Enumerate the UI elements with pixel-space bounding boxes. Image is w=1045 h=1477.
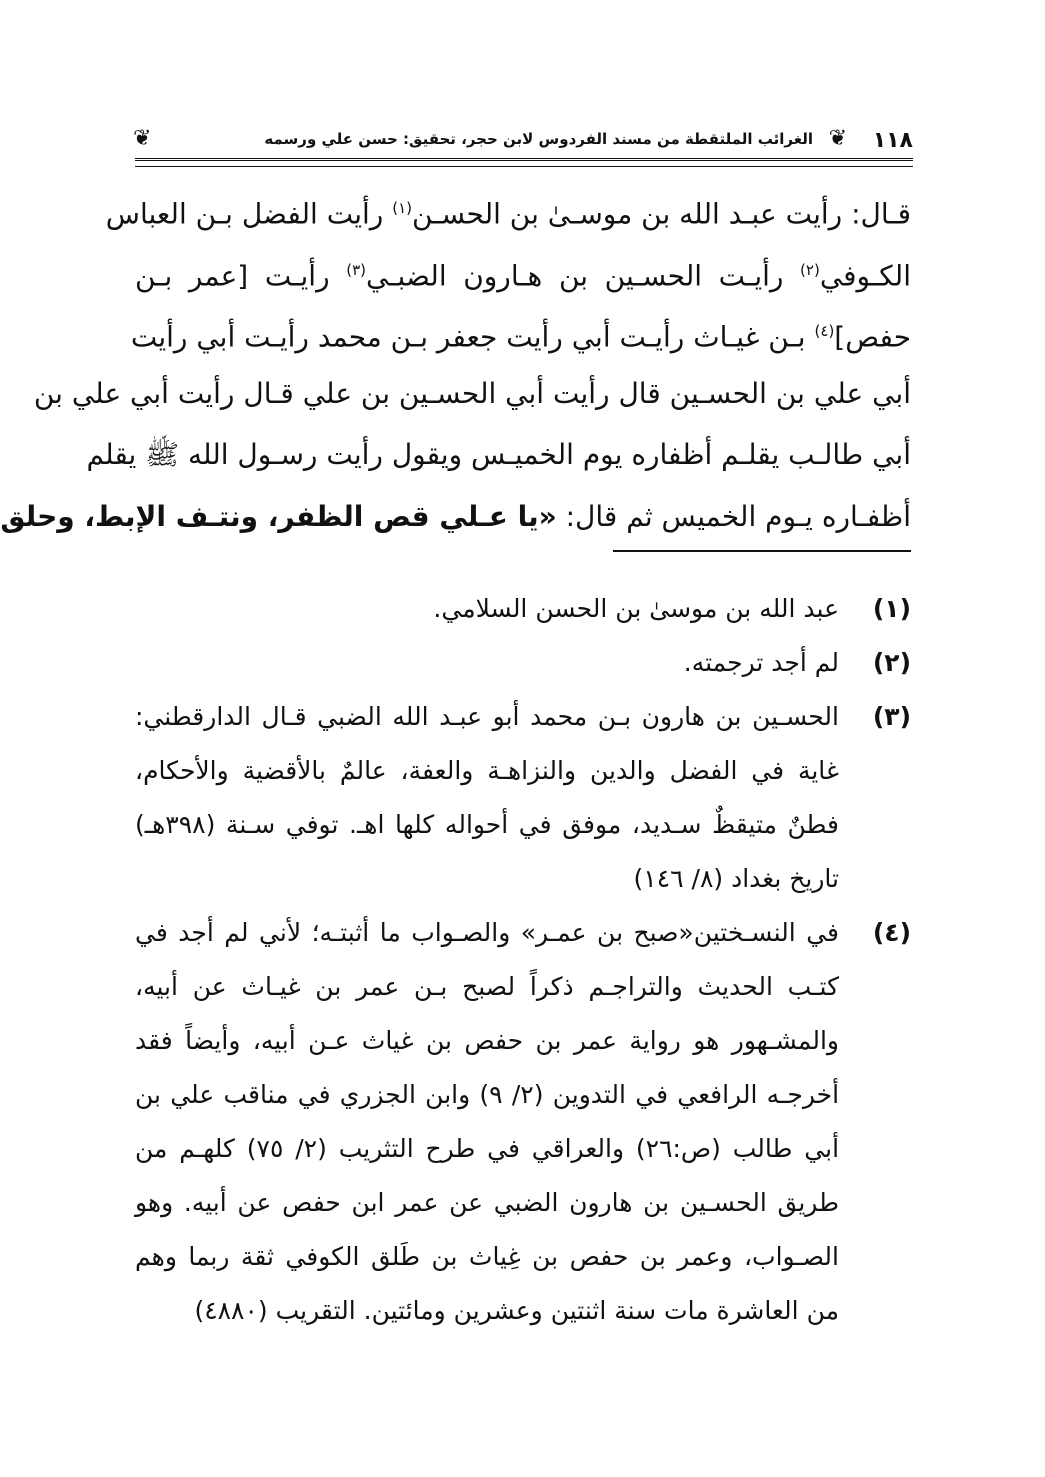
- footnote-number: (٣): [872, 702, 911, 731]
- text-line: أبي علي بن الحسـين قال رأيت أبي الحسـين بن علي قـال رأيت أبي علي بن: [33, 376, 911, 410]
- footnote-line: الحسـين بن هارون بـن محمد أبو عبـد الله الضبي قـال الدارقطني:: [135, 702, 839, 731]
- footnote-line: أخرجـه الرافعي في التدوين (٢/ ٩) وابن الجزري في مناقب علي بن: [135, 1080, 840, 1109]
- footnote-line: غاية في الفضل والدين والنزاهـة والعفة، عالمٌ بالأقضية والأحكام،: [135, 756, 839, 785]
- footnote-ref: (٢): [800, 260, 820, 279]
- footnote-line: كتـب الحديث والتراجـم ذكراً لصبح بـن عمر بن غيـاث عن أبيه،: [135, 972, 839, 1001]
- page-number: ١١٨: [872, 128, 913, 153]
- text-line: حفص]$^{(٤)}$ بـن غيـاث رأيـت أبي رأيت جعفر بـن محمد رأيـت أبي رأيت: [130, 320, 911, 354]
- footnote-number: (٤): [872, 918, 911, 947]
- footnote-separator: [613, 550, 911, 552]
- ornament-icon: ❦: [133, 126, 152, 151]
- text-line: الكـوفي$^{(٢)}$ رأيـت الحسـين بن هـارون الضبـي$^{(٣)}$ رأيـت [عمر بـن: [135, 258, 911, 292]
- footnote: [135, 636, 911, 690]
- footnote-line: الصـواب، وعمر بن حفص بن غِياث بن طَلق الكوفي ثقة ربما وهم: [135, 1242, 839, 1271]
- main-text: [0, 178, 911, 547]
- footnote-line: عبد الله بن موسىٰ بن الحسن السلامي.: [433, 594, 839, 623]
- footnote-line: والمشـهور هو رواية عمر بن حفص بن غياث عـن أبيه، وأيضاً فقد: [135, 1026, 839, 1055]
- footnotes: [135, 582, 911, 1338]
- footnote-line: من العاشرة مات سنة اثنتين وعشرين ومائتين. التقريب (٤٨٨٠): [194, 1296, 839, 1325]
- header-rule: [135, 158, 913, 167]
- running-header: [133, 122, 913, 160]
- footnote-number: (٢): [872, 648, 911, 677]
- footnote-line: لم أجد ترجمته.: [683, 648, 839, 677]
- text-line: أبي طالـب يقلـم أظفاره يوم الخميـس ويقول رأيت رسـول الله ﷺ يقلم: [86, 438, 911, 471]
- footnote-line: فطنٌ متيقظٌ سـديد، موفق في أحواله كلها اهـ. توفي سـنة (٣٩٨هـ): [135, 810, 839, 839]
- footnote-ref: (١): [392, 199, 412, 217]
- text-line: قـال: رأيت عبـد الله بن موسـىٰ بن الحسـن$^{(١)}$ رأيت الفضل بـن العباس: [105, 197, 911, 231]
- footnote-line: أبي طالب (ص:٢٦) والعراقي في طرح التثريب (٢/ ٧٥) كلهـم من: [135, 1134, 840, 1163]
- footnote: [135, 690, 911, 906]
- footnote: [135, 582, 911, 636]
- hadith-text: «يا عـلي قص الظفر، ونتـف الإبط، وحلق: [0, 499, 557, 533]
- footnote-ref: (٤): [814, 322, 835, 340]
- footnote: [135, 906, 911, 1338]
- footnote-line: في النسـختين«صبح بن عمـر» والصـواب ما أثبتـه؛ لأني لم أجد في: [135, 918, 839, 947]
- running-title: الغرائب الملتقطة من مسند الفردوس لابن حجر، تحقيق: حسن علي ورسمه: [264, 130, 813, 148]
- footnote-number: (١): [872, 594, 911, 623]
- footnote-ref: (٣): [346, 260, 367, 279]
- ornament-icon: ❦: [828, 126, 847, 151]
- text-line: أظفـاره يـوم الخميس ثم قال: «يا عـلي قص الظفر، ونتـف الإبط، وحلق: [0, 499, 911, 533]
- footnote-line: طريق الحسـين بن هارون الضبي عن عمر ابن حفص عن أبيه. وهو: [135, 1188, 839, 1217]
- footnote-line: تاريخ بغداد (٨/ ١٤٦): [633, 864, 839, 893]
